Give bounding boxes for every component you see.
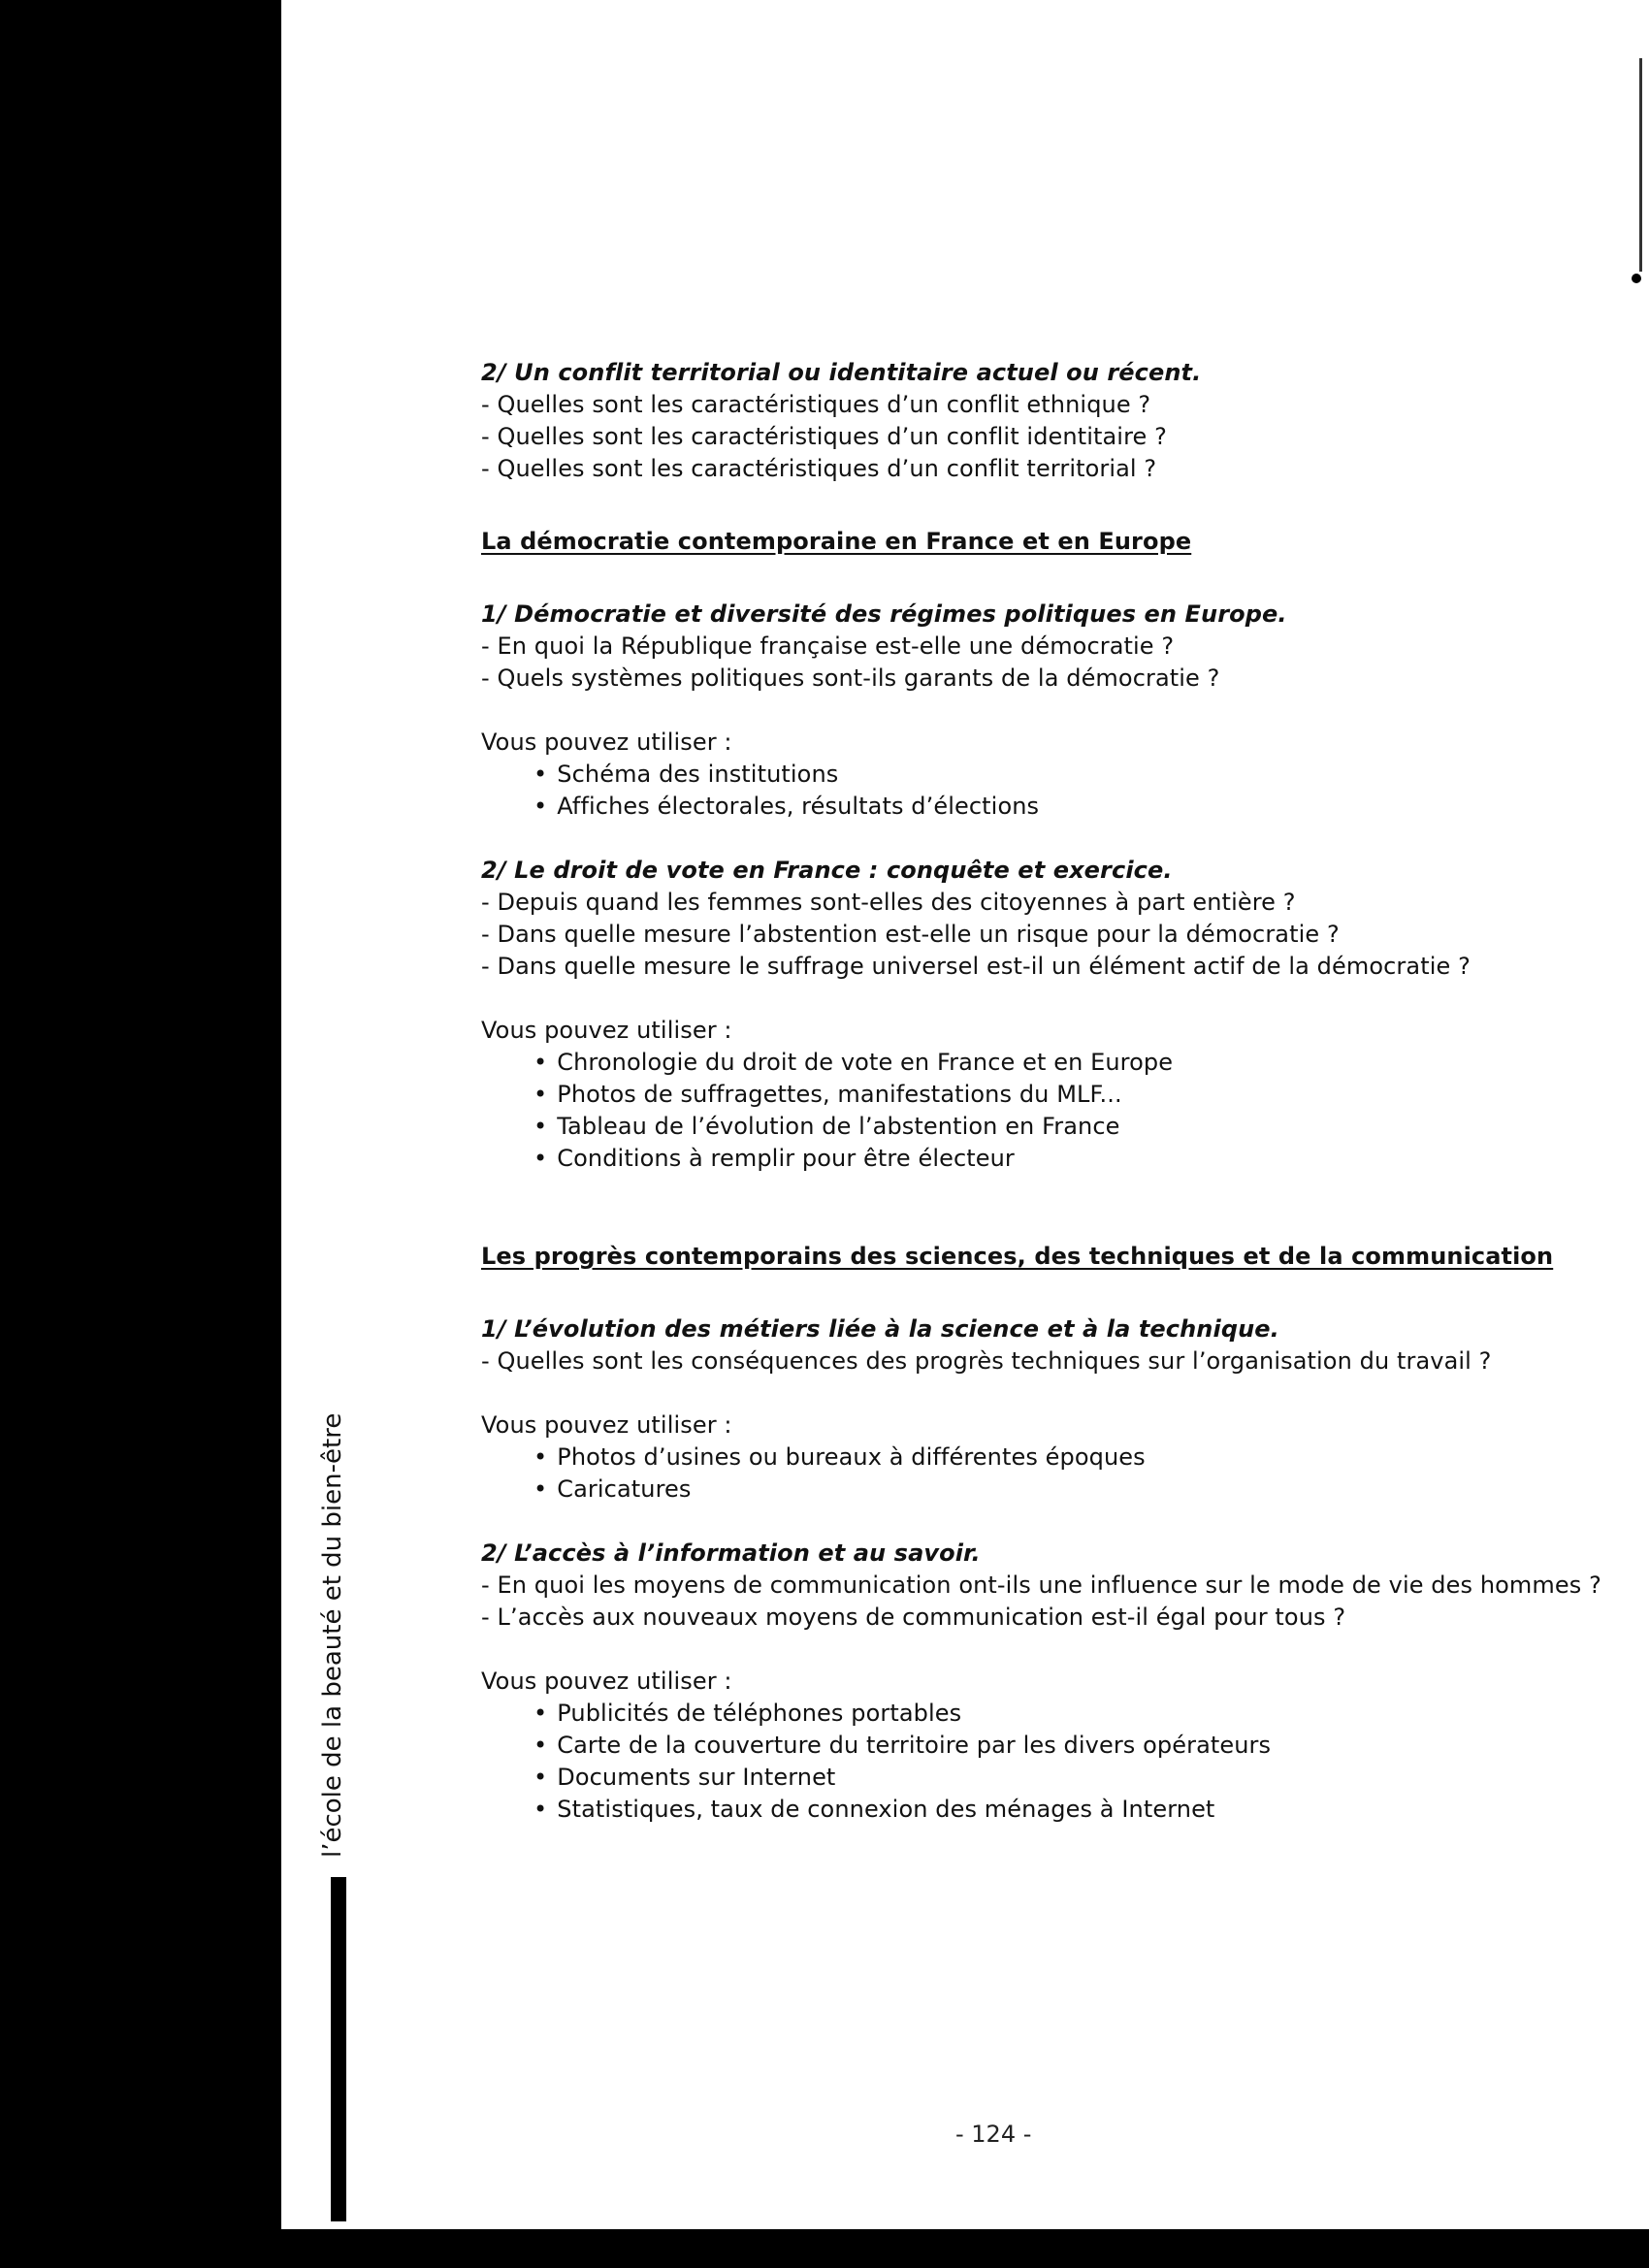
resource-item: • Schéma des institutions: [534, 759, 1597, 791]
resources-intro: Vous pouvez utiliser :: [481, 1017, 732, 1044]
progres-part1-heading: 1/ L’évolution des métiers liée à la science et à la technique.: [481, 1315, 1279, 1343]
progres-part2-heading: 2/ L’accès à l’information et au savoir.: [481, 1539, 981, 1567]
progres-part2-question: - L’accès aux nouveaux moyens de communication est-il égal pour tous ?: [481, 1604, 1346, 1631]
democratie-section-title: La démocratie contemporaine en France et en Europe: [481, 528, 1192, 555]
resource-item: • Statistiques, taux de connexion des ménages à Internet: [534, 1794, 1597, 1826]
resource-item: • Photos de suffragettes, manifestations du MLF...: [534, 1079, 1597, 1111]
progres-section-title: Les progrès contemporains des sciences, des techniques et de la communication: [481, 1243, 1554, 1270]
page-content: [481, 357, 1601, 1826]
scan-edge-mark: [1639, 58, 1642, 272]
resources-intro: Vous pouvez utiliser :: [481, 729, 732, 756]
democratie-part2-question: - Depuis quand les femmes sont-elles des citoyennes à part entière ?: [481, 889, 1296, 916]
conflict-question: - Quelles sont les caractéristiques d’un conflit territorial ?: [481, 455, 1157, 482]
progres-part2-question: - En quoi les moyens de communication ont-ils une influence sur le mode de vie des hommes ?: [481, 1571, 1601, 1599]
resource-item: • Caricatures: [534, 1474, 1597, 1506]
resource-item: • Conditions à remplir pour être électeur: [534, 1143, 1597, 1175]
democratie-part1-question: - Quels systèmes politiques sont-ils garants de la démocratie ?: [481, 664, 1220, 692]
conflict-heading: 2/ Un conflit territorial ou identitaire actuel ou récent.: [481, 359, 1202, 386]
side-vertical-label: l’école de la beauté et du bien-être: [318, 1412, 347, 1858]
resources-list: [481, 759, 1597, 823]
resources-list: [481, 1047, 1597, 1175]
resource-item: • Photos d’usines ou bureaux à différentes époques: [534, 1442, 1597, 1474]
scan-dot-mark: [1632, 274, 1641, 283]
resources-intro: Vous pouvez utiliser :: [481, 1411, 732, 1439]
democratie-part2-question: - Dans quelle mesure l’abstention est-elle un risque pour la démocratie ?: [481, 921, 1340, 948]
democratie-part1-heading: 1/ Démocratie et diversité des régimes politiques en Europe.: [481, 600, 1287, 628]
democratie-part2-heading: 2/ Le droit de vote en France : conquête et exercice.: [481, 857, 1173, 884]
resource-item: • Documents sur Internet: [534, 1762, 1597, 1794]
document-page: [281, 0, 1649, 2229]
page-number: - 124 -: [955, 2121, 1032, 2148]
resource-item: • Publicités de téléphones portables: [534, 1698, 1597, 1730]
conflict-question: - Quelles sont les caractéristiques d’un conflit ethnique ?: [481, 391, 1151, 418]
democratie-part1-question: - En quoi la République française est-elle une démocratie ?: [481, 632, 1175, 660]
resource-item: • Carte de la couverture du territoire par les divers opérateurs: [534, 1730, 1597, 1762]
conflict-question: - Quelles sont les caractéristiques d’un conflit identitaire ?: [481, 423, 1167, 450]
resources-intro: Vous pouvez utiliser :: [481, 1668, 732, 1695]
resource-item: • Affiches électorales, résultats d’élections: [534, 791, 1597, 823]
resources-list: [481, 1442, 1597, 1506]
resource-item: • Tableau de l’évolution de l’abstention en France: [534, 1111, 1597, 1143]
resources-list: [481, 1698, 1597, 1826]
progres-part1-question: - Quelles sont les conséquences des progrès techniques sur l’organisation du travail ?: [481, 1347, 1492, 1375]
resource-item: • Chronologie du droit de vote en France et en Europe: [534, 1047, 1597, 1079]
side-decorative-bar: [331, 1877, 346, 2221]
democratie-part2-question: - Dans quelle mesure le suffrage universel est-il un élément actif de la démocratie ?: [481, 953, 1471, 980]
